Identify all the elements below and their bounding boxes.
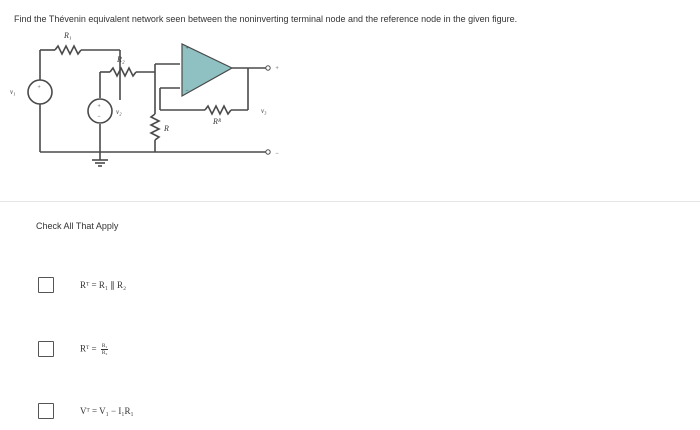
circuit-diagram [0,0,700,200]
label-r: R [164,124,169,133]
option-2-prefix: Rᵀ = [80,343,99,354]
option-1-text: Rᵀ = R₁ ∥ R₂ [80,280,127,290]
option-2-text [80,343,108,356]
option-2-fraction [101,343,109,356]
resistor-r2 [110,68,136,76]
label-plus-in: + [185,46,190,52]
resistor-r [151,114,159,140]
label-minus-out: − [275,151,280,157]
label-v1: v₁ [10,88,16,96]
answer-option-3[interactable] [0,398,700,428]
label-r2: R₂ [117,55,125,64]
output-terminal-minus [266,150,270,154]
label-v3: v₃ [261,107,267,115]
option-1-checkbox[interactable] [38,277,54,293]
option-2-checkbox[interactable] [38,341,54,357]
label-plus-v1: + [37,85,42,91]
check-all-label: Check All That Apply [36,221,119,231]
question-text: Find the Thévenin equivalent network seen between the noninverting terminal node and the reference node in the given figure. [14,14,518,24]
label-r1: R₁ [64,31,72,40]
output-terminal-plus [266,66,270,70]
label-rf: Rᴿ [213,117,222,126]
option-2-fraction-numerator: R₁ [101,343,108,349]
answer-option-2[interactable] [0,336,700,366]
option-3-text: Vᵀ = V₁ − I₁R₁ [80,406,134,416]
label-plus-v2: + [97,104,102,110]
label-v2: v₂ [116,108,122,116]
op-amp [182,44,232,96]
label-plus-out: + [275,66,280,72]
section-divider [0,201,700,202]
option-2-fraction-denominator: R₂ [101,350,108,356]
option-3-checkbox[interactable] [38,403,54,419]
resistor-rf [205,106,231,114]
answer-option-1[interactable] [0,272,700,302]
resistor-r1 [55,46,81,54]
label-minus-v2: − [97,114,102,120]
voltage-source-v1 [28,80,52,104]
label-minus-in: − [185,88,190,94]
